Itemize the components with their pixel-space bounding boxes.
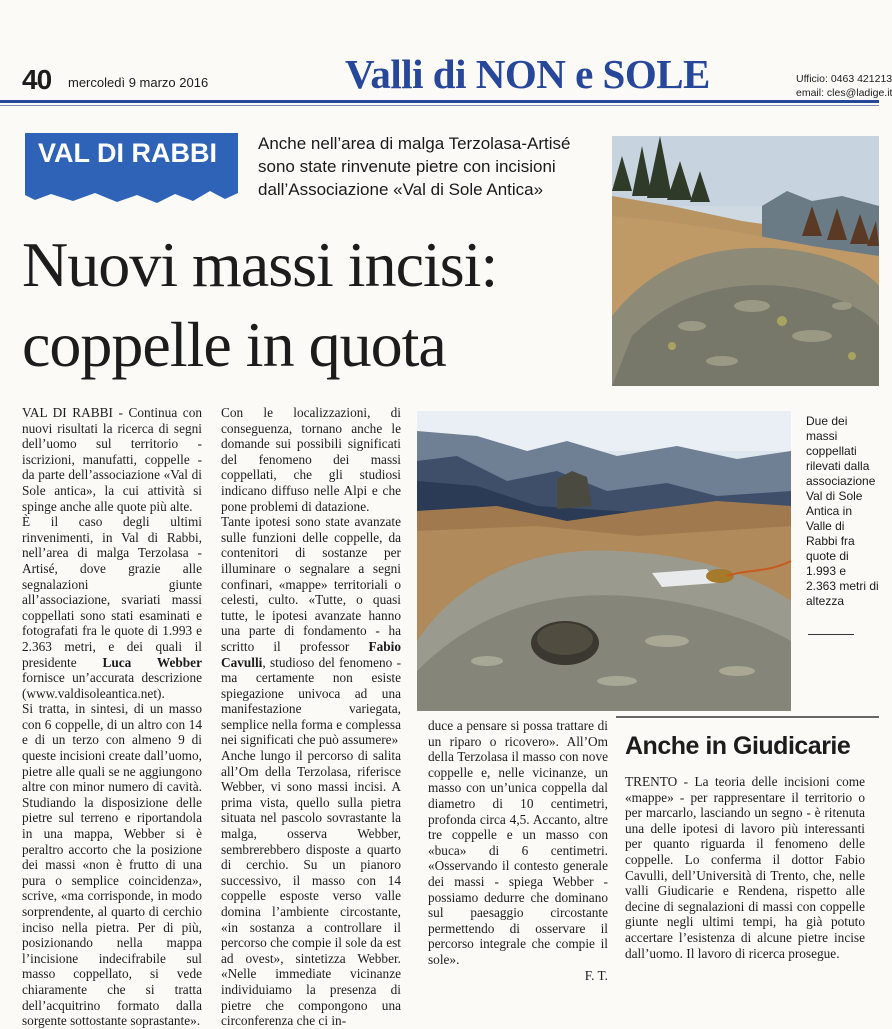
person-name: Fabio Cavulli (221, 638, 401, 670)
sidebar-rule (616, 716, 879, 718)
section-title: Valli di NON e SOLE (345, 51, 710, 97)
office-info (796, 72, 892, 100)
masthead-rule (0, 100, 879, 103)
badge-label: VAL DI RABBI (38, 138, 218, 168)
article-column-1 (22, 405, 202, 1029)
sidebar-text: TRENTO - La teoria delle incisioni come «mappe» - per rappresentare il territorio o per marcarlo, lasciando un segno - è ritenuta una delle ipotesi di lavoro più interessanti per quanto riguarda il fenomeno delle coppelle. Lo conferma il dottor Fabio Cavulli, dell’Università di Trento, che, nelle valli Giudicarie e Rendena, rispetto alle decine di segnalazioni di massi con coppelle giunte negli ultimi tempi, ha già potuto accertare l’esistenza di alcune pietre incise dall’uomo. Il lavoro di ricerca prosegue. (625, 774, 865, 961)
article-text: fornisce un’accurata descrizione (www.valdisoleantica.net). (22, 670, 202, 701)
article-paragraph: Anche lungo il percorso di salita all’Om della Terzolasa, riferisce Webber, vi sono massi incisi. A prima vista, quello sulla pietra situata nel pascolo sovrastante la malga, osserva Webber, sembrerebbero disposte a quarto di cerchio. Su un pianoro successivo, il masso con 14 coppelle esposte verso valle domina l’ambiente circostante, «in sostanza a controllare il percorso che compie il sole da est ad ovest», sintetizza Webber. «Nelle immediate vicinanze individuiamo la presenza di pietre che compongono una circonferenza che ci in- (221, 748, 401, 1029)
person-name: Luca Webber (102, 654, 202, 670)
photo-caption: Due dei massi coppellati rilevati dalla associazione Val di Sole Antica in Valle di Rabbi fra quote di 1.993 e 2.363 metri di altezza (806, 414, 879, 608)
page-date: mercoledì 9 marzo 2016 (68, 75, 209, 90)
photo-boulder-slope (612, 136, 879, 386)
article-column-3 (428, 718, 608, 983)
article-text: È il caso degli ultimi rinvenimenti, in Val di Rabbi, nell’area di malga Terzolasa - Artisé, dove grazie alle segnalazioni giunte all’associazione, svariati massi coppellati sono stati esaminati e fotografati fra le quote di 1.993 e 2.363 metri, e dei quali il presidente (22, 514, 202, 670)
masthead-rule-thin (0, 105, 879, 106)
headline-line-2: coppelle in quota (22, 309, 446, 380)
author-signature: F. T. (584, 967, 608, 983)
article-paragraph (221, 514, 401, 748)
article-paragraph: Si tratta, in sintesi, di un masso con 6 coppelle, di un altro con 14 e di un terzo con almeno 9 di queste incisioni create dall’uomo, pietre alle quali se ne aggiungono altre con minor numero di cavità. Studiando la disposizione delle pietre sul terreno e riportandola in una mappa, Webber si è peraltro accorto che la posizione dei massi «non è frutto di una pura o semplice coincidenza», scrive, «ma corrisponde, in modo sorprendente, al quarto di cerchio inciso nella pietra. Per di più, posizionando nella mappa l’incisione indecifrabile sul masso coppellato, si vede chiaramente che si tratta dell’acquitrino formato dalla sorgente sottostante soprastante». (22, 701, 202, 1029)
article-paragraph: duce a pensare si possa trattare di un riparo o ricovero». All’Om della Terzolasa il masso con nove coppelle e, nelle vicinanze, un masso con un’unica coppella dal diametro di 10 centimetri, profonda circa 4,5. Accanto, altre tre coppelle e un masso con «buca» di 6 centimetri. «Osservando il contesto generale dei massi - spiega Webber - possiamo dedurre che dominano sul paesaggio circostante permettendo di osservare il percorso integrale che compie il sole». (428, 718, 608, 967)
office-phone: Ufficio: 0463 421213 (796, 73, 892, 85)
sidebar-title: Anche in Giudicarie (625, 732, 851, 760)
subheadline: Anche nell’area di malga Terzolasa-Artisé sono state rinvenute pietre con incisioni dall’Associazione «Val di Sole Antica» (258, 134, 571, 199)
photo-coppella-boulder (417, 411, 791, 711)
article-column-2 (221, 405, 401, 1029)
article-paragraph: VAL DI RABBI - Continua con nuovi risultati la ricerca di segni dell’uomo sul territorio - iscrizioni, manufatti, coppelle - da parte dell’associazione «Val di Sole antica», la cui attività si spinge anche alle quote più alte. (22, 405, 202, 514)
caption-rule (808, 634, 854, 635)
article-text: Tante ipotesi sono state avanzate sulle funzioni delle coppelle, da contenitori di sostanze per illuminare o segnalare a segni confinari, «mappe» territoriali o celesti, culto. «Tutte, o quasi tutte, le ipotesi avanzate hanno una parte di fondamento - ha scritto il professor (221, 514, 401, 654)
article-text: , studioso del fenomeno - ma certamente non esiste spiegazione univoca ad una manifestazione variegata, semplice nella forma e complessa nei significati che può assumere» (221, 654, 401, 748)
office-email: email: cles@ladige.it (796, 87, 892, 99)
page-number: 40 (22, 64, 52, 95)
article-paragraph: Con le localizzazioni, di conseguenza, tornano anche le domande sui possibili significati del fenomeno dei massi coppellati, che gli studiosi indicano diffuso nelle Alpi e che pone problemi di datazione. (221, 405, 401, 514)
headline-line-1: Nuovi massi incisi: (22, 229, 498, 300)
article-paragraph (22, 514, 202, 701)
